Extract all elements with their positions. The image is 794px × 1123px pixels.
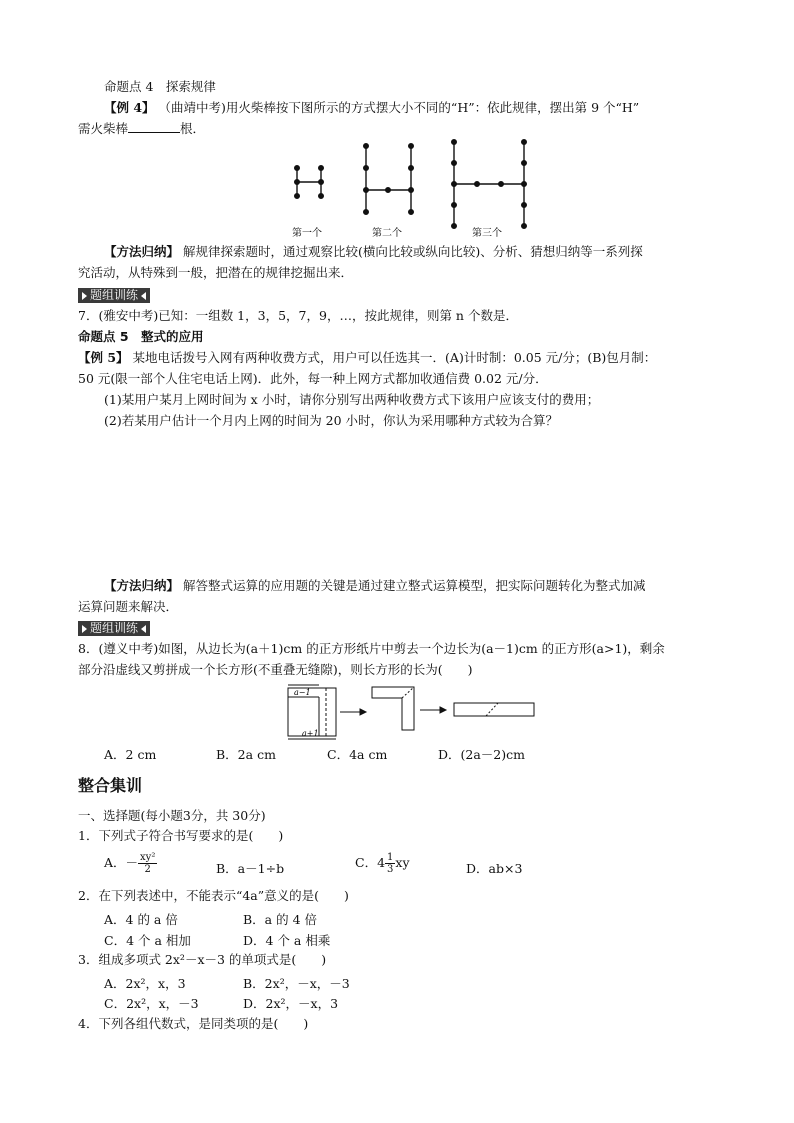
example5-sub2: (2)若某用户估计一个月内上网的时间为 20 小时，你认为采用哪种方式较为合算？ (104, 413, 559, 428)
training-tag-label: 题组训练 (90, 621, 139, 635)
q1-c-fraction (385, 852, 395, 875)
q2-option-a: A．4 的 a 倍 (104, 912, 178, 927)
question-2: 2．在下列表述中，不能表示“4a”意义的是( ) (78, 888, 349, 903)
q1-c-prefix: C．4 (355, 855, 386, 870)
method5-text: 解答整式运算的应用题的关键是通过建立整式运算模型，把实际问题转化为整式加减 (183, 578, 646, 593)
method4-line1 (104, 243, 643, 261)
training-tag-1 (78, 287, 150, 303)
q8-option-d: D．(2a－2)cm (438, 747, 525, 762)
example5-line2: 50 元(限一部个人住宅电话上网)．此外，每一种上网方式都加收通信费 0.02 元/分． (78, 371, 548, 386)
question-4: 4．下列各组代数式，是同类项的是( ) (78, 1016, 309, 1031)
topic5-title: 命题点 5 整式的应用 (78, 329, 204, 344)
q1-option-c (355, 852, 410, 875)
training-tag-label: 题组训练 (90, 288, 139, 302)
example5-line1 (78, 349, 656, 367)
q1-a-num: xy² (140, 852, 156, 863)
example5-text: 某地电话拨号入网有两种收费方式，用户可以任选其一．(A)计时制：0.05 元/分；(B)包月制： (132, 350, 657, 365)
method4-line2: 究活动，从特殊到一般，把潜在的规律挖掘出来． (78, 265, 354, 280)
part1-heading: 一、选择题(每小题3分，共 30分) (78, 808, 266, 823)
method5-line2: 运算问题来解决． (78, 599, 179, 614)
q8-option-a: A．2 cm (104, 747, 157, 762)
question-7: 7．(雅安中考)已知：一组数 1，3，5，7，9，…，按此规律，则第 n 个数是． (78, 308, 518, 323)
example4-label: 【例 4】 (104, 100, 155, 115)
fig-caption-2: 第二个 (372, 228, 402, 239)
example4-text: （曲靖中考)用火柴棒按下图所示的方式摆大小不同的“H”：依此规律，摆出第 9 个“H” (158, 100, 640, 115)
q1-a-prefix: A．－ (104, 855, 139, 870)
fig-caption-3: 第三个 (472, 228, 502, 239)
q3-option-a: A．2x²，x，3 (104, 976, 186, 991)
q2-option-d: D．4 个 a 相乘 (243, 933, 331, 948)
q8-option-b: B．2a cm (216, 747, 276, 762)
example4-line1 (104, 99, 639, 117)
method5-label: 【方法归纳】 (104, 578, 180, 593)
q2-option-b: B．a 的 4 倍 (243, 912, 318, 927)
question-3: 3．组成多项式 2x²－x－3 的单项式是( ) (78, 952, 327, 967)
method5-line1 (104, 577, 646, 595)
q1-option-a (104, 852, 157, 875)
q1-a-fraction (138, 852, 157, 875)
method4-text: 解规律探索题时，通过观察比较(横向比较或纵向比较)、分析、猜想归纳等一系列探 (183, 244, 643, 259)
question-8-line2: 部分沿虚线又剪拼成一个长方形(不重叠无缝隙)，则长方形的长为( ) (78, 662, 473, 677)
answer-blank (128, 120, 180, 133)
q1-c-num: 1 (387, 852, 394, 863)
q3-option-c: C．2x²，x，－3 (104, 996, 199, 1011)
q3-option-d: D．2x²，－x，3 (243, 996, 339, 1011)
q3-option-b: B．2x²，－x，－3 (243, 976, 350, 991)
label-a-minus-1: a−1 (294, 688, 311, 697)
q1-a-den: 2 (144, 864, 151, 875)
example4-text2a: 需火柴棒 (78, 121, 129, 136)
label-a-plus-1: a+1 (302, 729, 319, 738)
q1-c-den: 3 (387, 864, 394, 875)
q1-option-b: B．a－1÷b (216, 861, 285, 876)
matchstick-h-figure (280, 136, 540, 242)
topic4-title: 命题点 4 探索规律 (104, 79, 216, 94)
q8-option-c: C．4a cm (327, 747, 388, 762)
training-tag-2 (78, 620, 150, 636)
example5-sub1: (1)某用户某月上网时间为 x 小时，请你分别写出两种收费方式下该用户应该支付的费用； (104, 392, 600, 407)
example4-text2b: 根． (180, 121, 206, 136)
method4-label: 【方法归纳】 (104, 244, 180, 259)
example4-line2 (78, 120, 205, 138)
question-1: 1．下列式子符合书写要求的是( ) (78, 828, 284, 843)
square-cut-figure (282, 682, 542, 742)
question-8-line1: 8．(遵义中考)如图，从边长为(a＋1)cm 的正方形纸片中剪去一个边长为(a－1)cm 的正方形(a>1)，剩余 (78, 641, 665, 656)
q1-c-suffix: xy (395, 855, 410, 870)
q1-option-d: D．ab×3 (466, 861, 523, 876)
fig-caption-1: 第一个 (292, 228, 322, 239)
example5-label: 【例 5】 (78, 350, 129, 365)
q2-option-c: C．4 个 a 相加 (104, 933, 191, 948)
section-title-integrated: 整合集训 (78, 776, 143, 795)
